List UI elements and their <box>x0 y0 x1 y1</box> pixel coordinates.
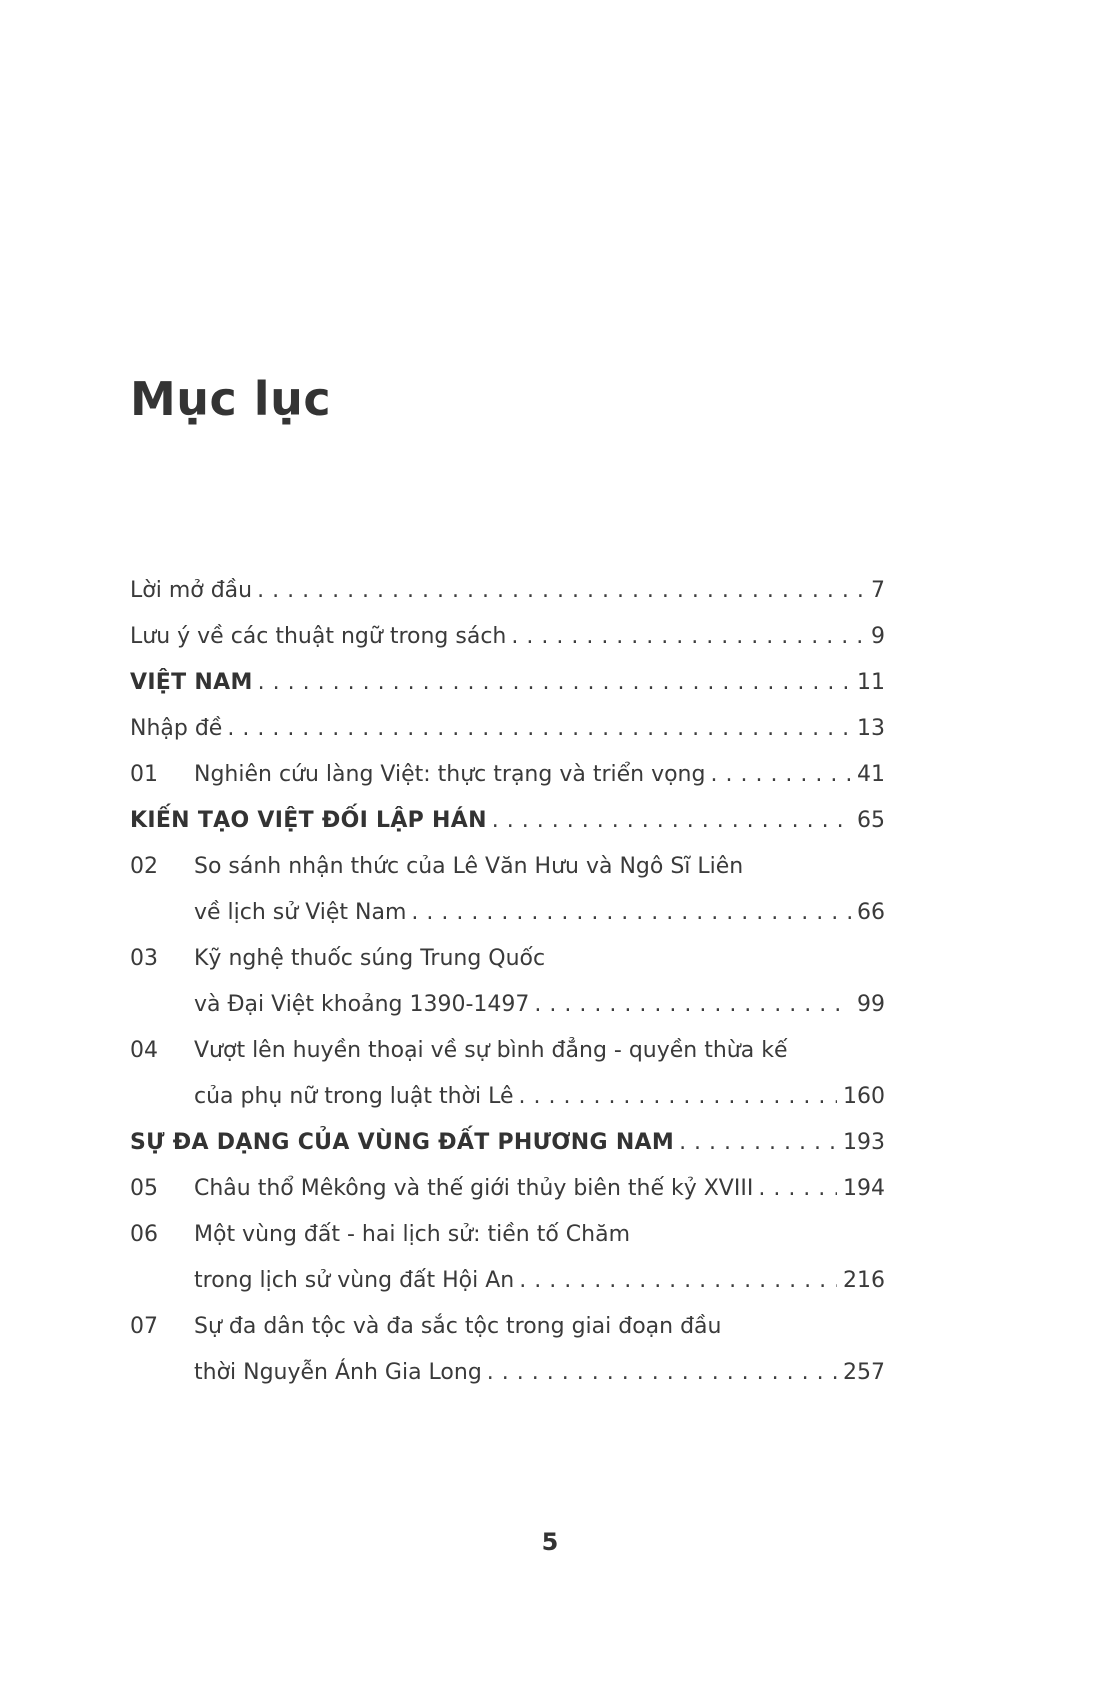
dot-leader <box>529 992 851 1018</box>
toc-entry-chapter-01 <box>130 762 885 788</box>
toc-section-label: VIỆT NAM <box>130 670 253 695</box>
toc-entry-label: của phụ nữ trong luật thời Lê <box>194 1084 514 1109</box>
toc-entry-chapter-07 <box>130 1314 885 1340</box>
toc-entry-label: Nhập đề <box>130 716 223 741</box>
toc-entry-label: So sánh nhận thức của Lê Văn Hưu và Ngô Sĩ Liên <box>194 854 744 879</box>
toc-chapter-number: 01 <box>130 762 158 787</box>
toc-entry-label: Lưu ý về các thuật ngữ trong sách <box>130 624 507 649</box>
toc-entry-chapter-02-continued <box>130 900 885 926</box>
toc-entry-page: 160 <box>843 1084 885 1109</box>
toc-entry-label: Châu thổ Mêkông và thế giới thủy biên thế kỷ XVIII <box>194 1176 754 1201</box>
toc-entry-chapter-02 <box>130 854 885 880</box>
toc-entry-page: 41 <box>857 762 885 787</box>
dot-leader <box>482 1360 837 1386</box>
toc-entry-label: và Đại Việt khoảng 1390-1497 <box>194 992 530 1017</box>
dot-leader <box>514 1268 837 1294</box>
toc-entry-introduction <box>130 716 885 742</box>
dot-leader <box>252 578 865 604</box>
toc-entry-page: 216 <box>843 1268 885 1293</box>
toc-section-page: 11 <box>857 670 885 695</box>
dot-leader <box>253 670 851 696</box>
toc-section-su-da-dang <box>130 1130 885 1156</box>
toc-entry-chapter-03-continued <box>130 992 885 1018</box>
toc-chapter-number: 05 <box>130 1176 158 1201</box>
toc-entry-label: Sự đa dân tộc và đa sắc tộc trong giai đoạn đầu <box>194 1314 722 1339</box>
page-title: Mục lục <box>130 372 332 426</box>
toc-entry-page: 66 <box>857 900 885 925</box>
dot-leader <box>705 762 851 788</box>
toc-section-page: 65 <box>857 808 885 833</box>
toc-chapter-number: 04 <box>130 1038 158 1063</box>
toc-entry-preface <box>130 578 885 604</box>
toc-section-label: SỰ ĐA DẠNG CỦA VÙNG ĐẤT PHƯƠNG NAM <box>130 1130 675 1155</box>
dot-leader <box>406 900 851 926</box>
toc-entry-chapter-03 <box>130 946 885 972</box>
toc-section-label: KIẾN TẠO VIỆT ĐỐI LẬP HÁN <box>130 808 487 833</box>
toc-chapter-number: 06 <box>130 1222 158 1247</box>
dot-leader <box>506 624 865 650</box>
toc-entry-terminology-note <box>130 624 885 650</box>
toc-entry-label: Nghiên cứu làng Việt: thực trạng và triển vọng <box>194 762 706 787</box>
table-of-contents <box>130 578 885 1386</box>
dot-leader <box>674 1130 837 1156</box>
toc-entry-label: Vượt lên huyền thoại về sự bình đẳng - quyền thừa kế <box>194 1038 788 1063</box>
toc-chapter-number: 03 <box>130 946 158 971</box>
dot-leader <box>753 1176 837 1202</box>
toc-entry-label: Một vùng đất - hai lịch sử: tiền tố Chăm <box>194 1222 631 1247</box>
toc-section-kien-tao-viet <box>130 808 885 834</box>
toc-chapter-number: 02 <box>130 854 158 879</box>
toc-entry-page: 13 <box>857 716 885 741</box>
toc-entry-chapter-04 <box>130 1038 885 1064</box>
toc-entry-chapter-05 <box>130 1176 885 1202</box>
toc-entry-label: về lịch sử Việt Nam <box>194 900 407 925</box>
toc-entry-label: Kỹ nghệ thuốc súng Trung Quốc <box>194 946 546 971</box>
toc-entry-page: 7 <box>871 578 885 603</box>
toc-entry-label: Lời mở đầu <box>130 578 253 603</box>
footer-page-number: 5 <box>541 1528 559 1556</box>
toc-section-page: 193 <box>843 1130 885 1155</box>
toc-entry-chapter-04-continued <box>130 1084 885 1110</box>
dot-leader <box>487 808 851 834</box>
toc-entry-page: 99 <box>857 992 885 1017</box>
toc-entry-page: 194 <box>843 1176 885 1201</box>
dot-leader <box>513 1084 837 1110</box>
toc-entry-label: trong lịch sử vùng đất Hội An <box>194 1268 515 1293</box>
toc-entry-chapter-06 <box>130 1222 885 1248</box>
toc-chapter-number: 07 <box>130 1314 158 1339</box>
toc-entry-page: 257 <box>843 1360 885 1385</box>
dot-leader <box>222 716 851 742</box>
toc-entry-chapter-06-continued <box>130 1268 885 1294</box>
toc-section-vietnam <box>130 670 885 696</box>
toc-entry-chapter-07-continued <box>130 1360 885 1386</box>
toc-entry-label: thời Nguyễn Ánh Gia Long <box>194 1360 482 1385</box>
toc-entry-page: 9 <box>871 624 885 649</box>
